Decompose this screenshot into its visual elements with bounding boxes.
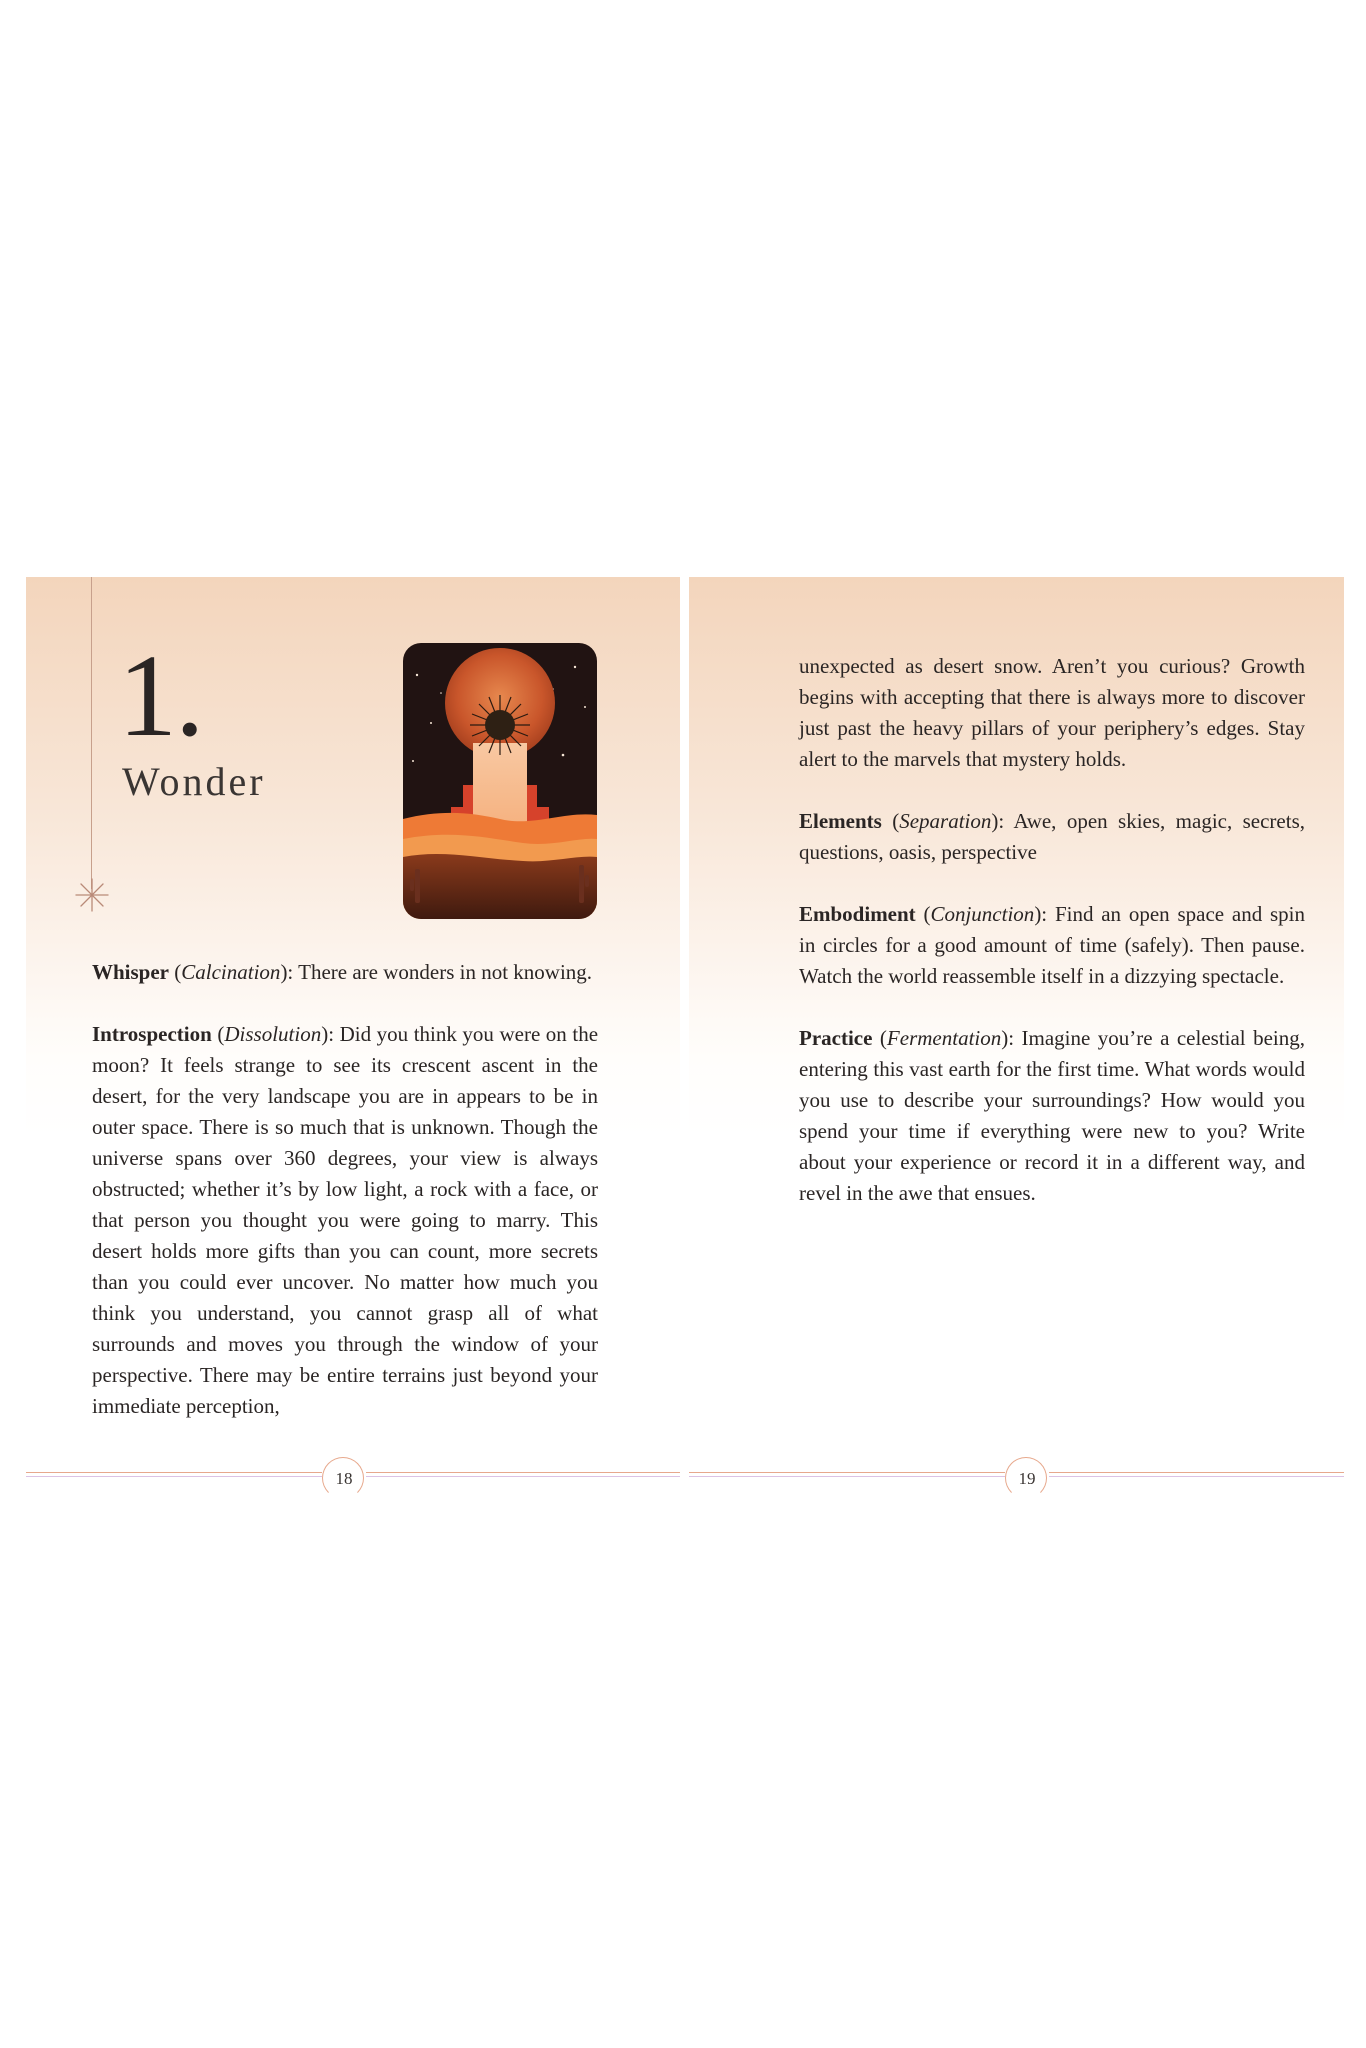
- footer-rule: [366, 1476, 680, 1477]
- embodiment-paragraph: Embodiment (Conjunction): Find an open space and spin in circles for a good amount of time (safely). Then pause. Watch the world reassemble itself in a dizzying spectacle.: [799, 902, 1305, 988]
- left-body-text: [92, 957, 598, 1422]
- chapter-number: 1.: [118, 630, 203, 761]
- practice-term: Fermentation: [886, 1026, 1002, 1050]
- left-page: [26, 577, 680, 1497]
- embodiment-text: Find an open space and spin in circles for a good amount of time (safely). Then pause. Watch the world reassemble itself in a dizzying spectacle.: [799, 902, 1305, 988]
- footer-rule: [689, 1476, 1005, 1477]
- desert-moon-card: [403, 643, 597, 919]
- practice-label: Practice: [799, 1026, 873, 1050]
- chapter-title: Wonder: [122, 759, 266, 804]
- practice-paragraph: Practice (Fermentation): Imagine you’re a celestial being, entering this vast earth for the first time. What words would you use to describe your surroundings? How would you spend your time if everything were new to you? Write about your experience or record it in a different way, and revel in the awe that ensues.: [799, 1026, 1306, 1205]
- introspection-paragraph: Introspection (Dissolution): Did you think you were on the moon? It feels strange to see its crescent ascent in the desert, for the very landscape you are in appears to be in outer space. There is so much that is unknown. Though the universe spans over 360 degrees, your view is always obstructed; whether it’s by low light, a rock with a face, or that person you thought you were going to marry. This desert holds more gifts than you can count, more secrets than you could ever uncover. No matter how much you think you understand, you cannot grasp all of what surrounds and moves you through the window of your perspective. There may be entire terrains just beyond your immediate perception,: [92, 1022, 599, 1418]
- elements-paragraph: Elements (Separation): Awe, open skies, magic, secrets, questions, oasis, perspective: [799, 809, 1305, 864]
- star-icon: [74, 877, 110, 913]
- page-number-badge: [322, 1457, 366, 1487]
- continuation-paragraph: unexpected as desert snow. Aren’t you curious? Growth begins with accepting that there is always more to discover just past the heavy pillars of your periphery’s edges. Stay alert to the marvels that mystery holds.: [799, 654, 1305, 771]
- page-number-badge: [1005, 1457, 1049, 1487]
- whisper-term: Calcination: [181, 960, 281, 984]
- book-spread: [26, 577, 1344, 1497]
- footer-rule: [366, 1472, 680, 1473]
- right-page: [689, 577, 1344, 1497]
- introspection-text: Did you think you were on the moon? It feels strange to see its crescent ascent in the desert, for the very landscape you are in appears to be in outer space. There is so much that is unknown. Though the universe spans over 360 degrees, your view is always obstructed; whether it’s by low light, a rock with a face, or that person you thought you were going to marry. This desert holds more gifts than you can count, more secrets than you could ever uncover. No matter how much you think you understand, you cannot grasp all of what surrounds and moves you through the window of your perspective. There may be entire terrains just beyond your immediate perception,: [92, 1022, 599, 1418]
- footer-rule: [26, 1472, 322, 1473]
- whisper-text: There are wonders in not knowing.: [298, 960, 593, 984]
- embodiment-label: Embodiment: [799, 902, 916, 926]
- elements-term: Separation: [899, 809, 992, 833]
- practice-text: Imagine you’re a celestial being, entering this vast earth for the first time. What words would you use to describe your surroundings? How would you spend your time if everything were new to you? Write about your experience or record it in a different way, and revel in the awe that ensues.: [799, 1026, 1306, 1205]
- elements-label: Elements: [799, 809, 882, 833]
- introspection-term: Dissolution: [224, 1022, 322, 1046]
- introspection-label: Introspection: [92, 1022, 212, 1046]
- footer-rule: [1049, 1476, 1344, 1477]
- whisper-label: Whisper: [92, 960, 170, 984]
- decorative-line: [91, 577, 92, 889]
- gutter: [680, 577, 689, 1497]
- page-number: 18: [335, 1469, 353, 1488]
- elements-text: Awe, open skies, magic, secrets, questions, oasis, perspective: [799, 809, 1305, 864]
- embodiment-term: Conjunction: [930, 902, 1035, 926]
- whisper-paragraph: Whisper (Calcination): There are wonders in not knowing.: [92, 960, 593, 984]
- right-body-text: [799, 651, 1305, 1209]
- page-number: 19: [1018, 1469, 1036, 1488]
- footer-rule: [689, 1472, 1005, 1473]
- footer-rule: [1049, 1472, 1344, 1473]
- footer-rule: [26, 1476, 322, 1477]
